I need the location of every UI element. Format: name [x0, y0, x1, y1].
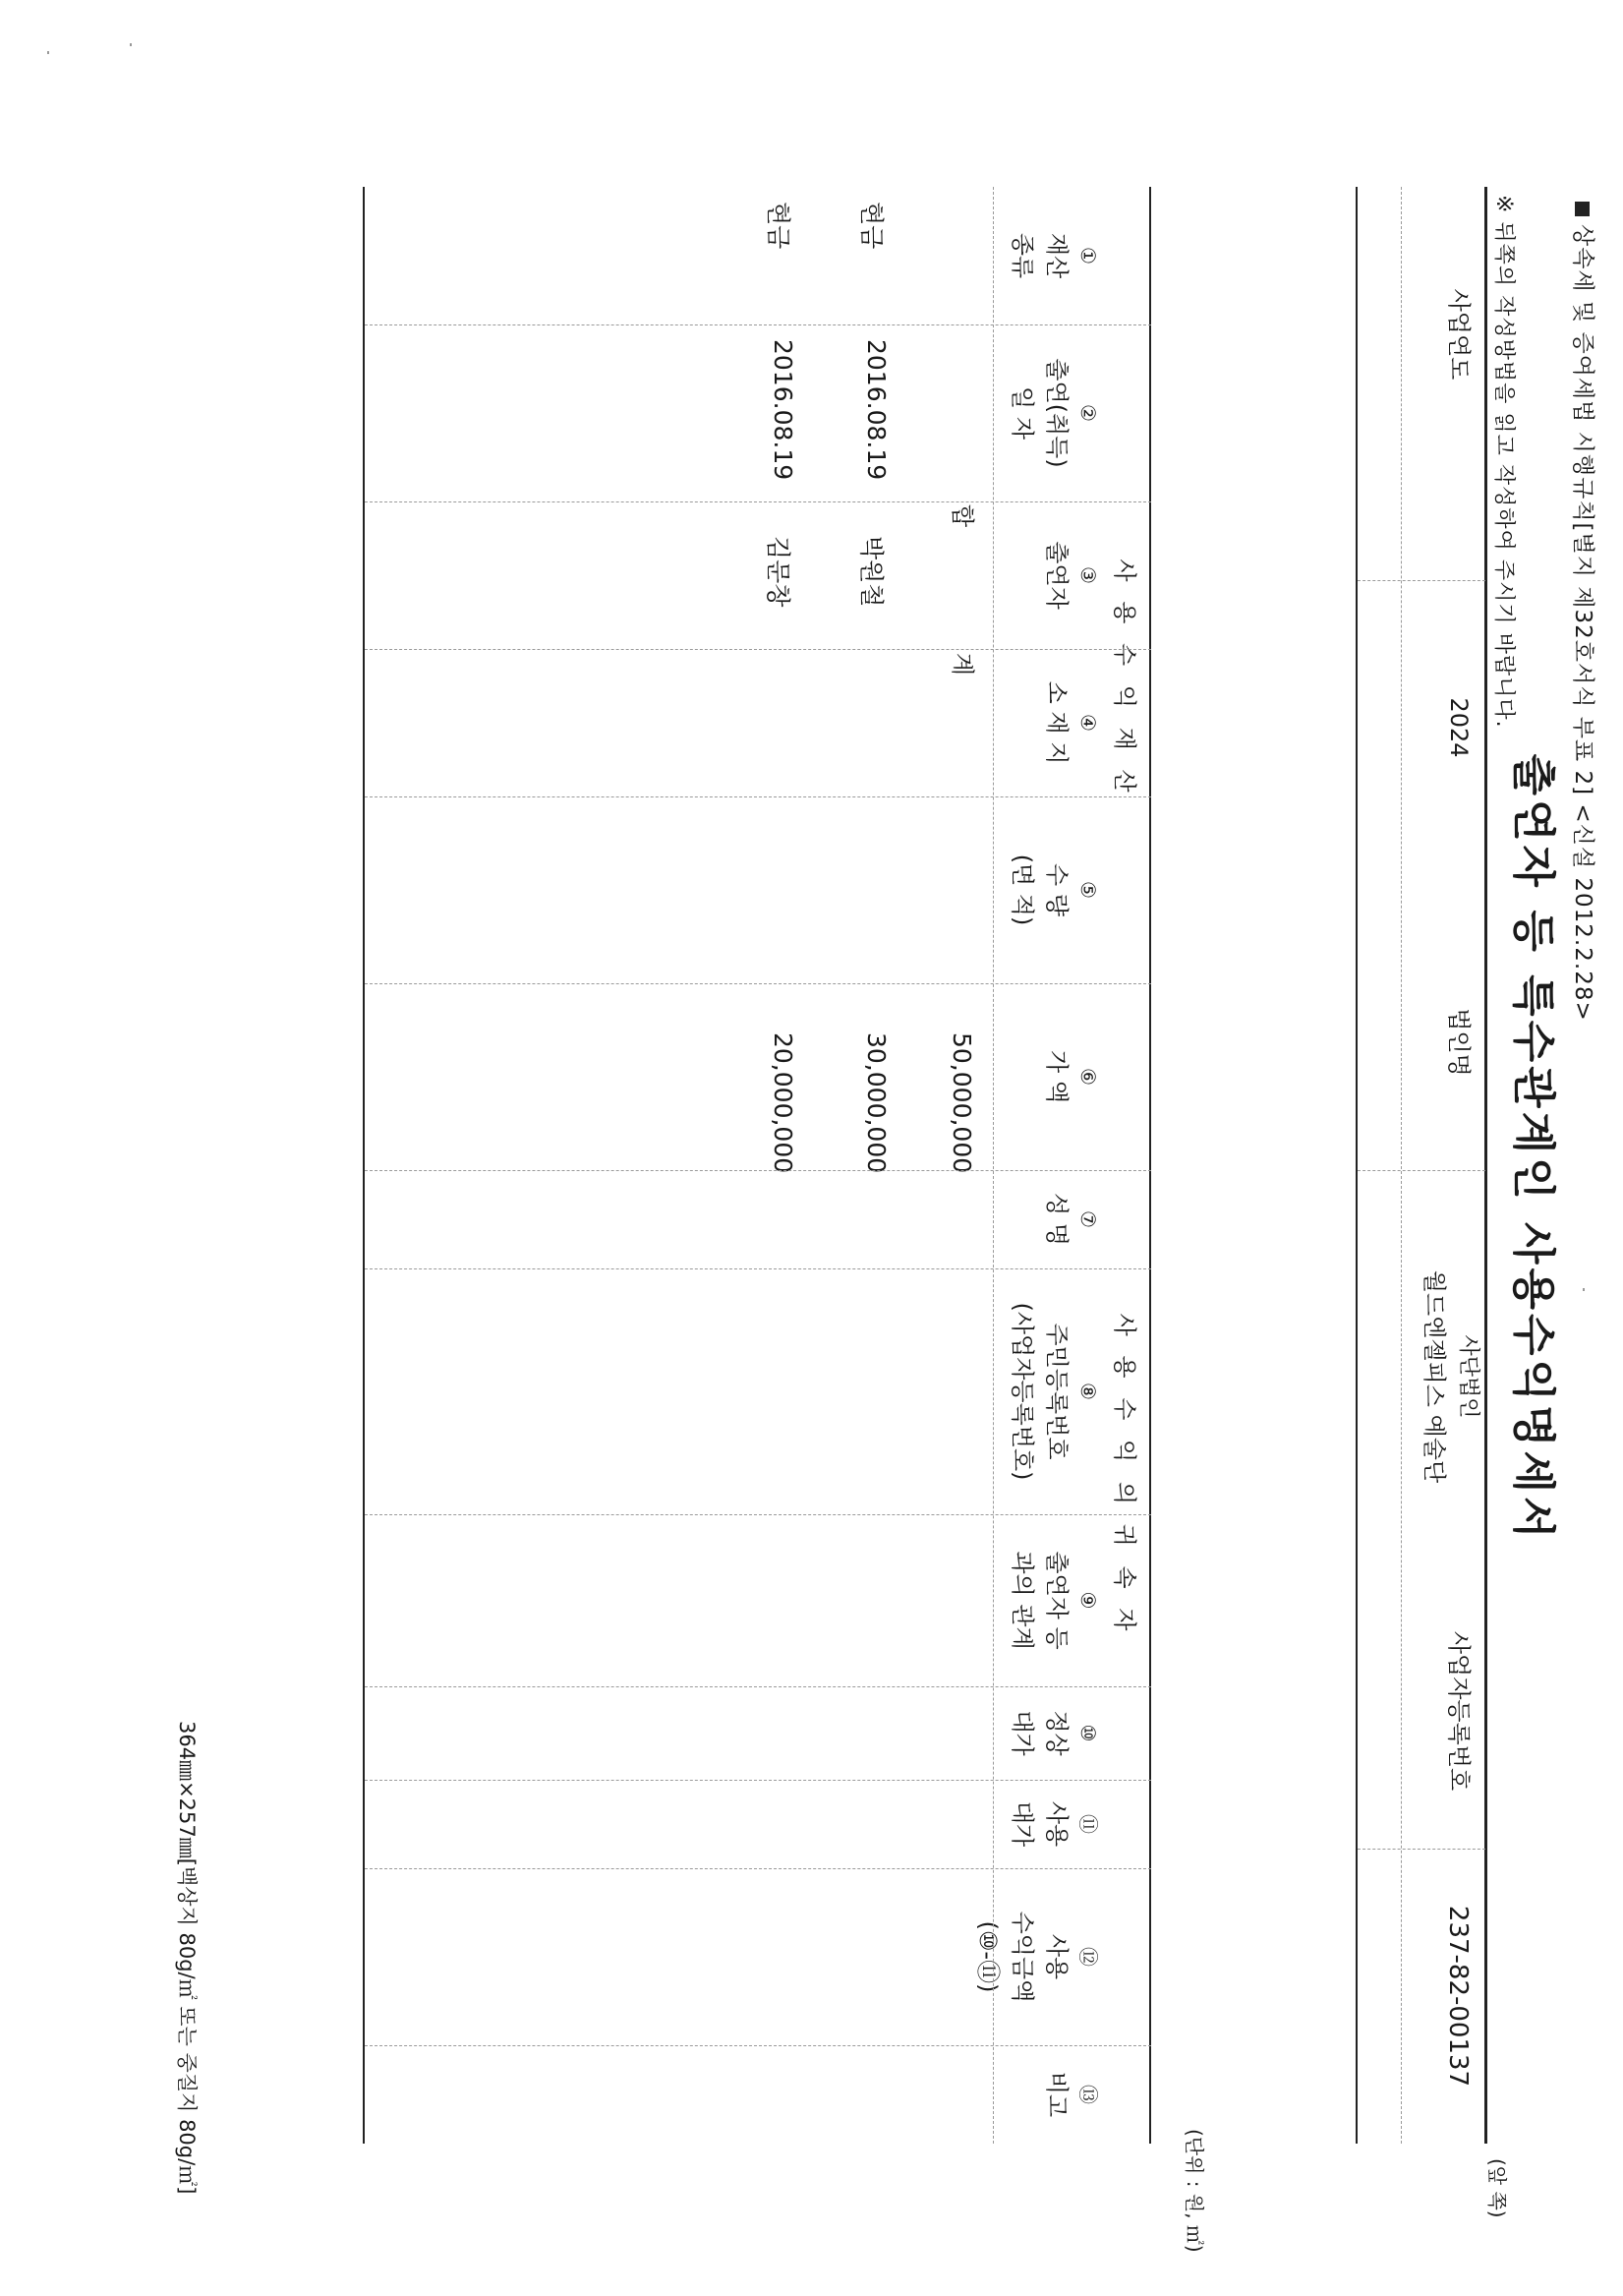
column-number: ①: [1076, 247, 1100, 265]
column-header: [1039, 649, 1102, 796]
corp-name-value: 월드엔젤피스 예술단: [1420, 1269, 1448, 1484]
column-number: ③: [1076, 566, 1100, 584]
year-value: 2024: [1445, 697, 1473, 758]
column-number: ⑪: [1076, 1814, 1100, 1834]
column-label: 사용 수익금액 (⑩-⑪): [974, 1911, 1071, 2003]
column-number: ⑤: [1076, 881, 1100, 899]
column-number: ⑨: [1076, 1591, 1100, 1610]
corp-name-label: 법인명: [1445, 1008, 1473, 1077]
page-side-label: (앞 쪽): [1485, 2158, 1509, 2218]
info-row-bottom: [1356, 187, 1358, 2144]
instruction-note: ※ 뒤쪽의 작성방법을 읽고 작성하여 주시기 바랍니다.: [1491, 195, 1516, 729]
paper-spec-footer: 364㎜×257㎜[백상지 80g/㎡ 또는 중질지 80g/㎡]: [175, 1721, 199, 2195]
regulation-header: [1569, 202, 1601, 1022]
row1-type: 현금: [857, 202, 886, 250]
header-bottom-divider: [993, 187, 994, 2144]
corp-name-prefix: 사단법인: [1456, 1334, 1480, 1419]
column-number: ②: [1076, 404, 1100, 422]
column-number: ⑩: [1076, 1724, 1100, 1742]
col-divider: [365, 1514, 1151, 1515]
biz-no-value: 237-82-00137: [1443, 1905, 1473, 2088]
column-header: [1005, 324, 1102, 501]
column-header: [1005, 1268, 1102, 1514]
total-amount: 50,000,000: [948, 1032, 976, 1174]
info-divider: [1358, 1170, 1485, 1171]
column-label: 출연자: [1043, 541, 1071, 610]
column-header: [1039, 983, 1102, 1170]
info-divider: [1358, 580, 1485, 581]
column-header: [1039, 501, 1102, 649]
column-number: ⑧: [1076, 1383, 1100, 1400]
row2-date: 2016.08.19: [769, 339, 797, 481]
column-header: [1005, 796, 1102, 983]
row2-amount: 20,000,000: [769, 1032, 797, 1174]
column-number: ⑬: [1076, 2085, 1100, 2104]
column-label: 수 량 (면 적): [1009, 854, 1071, 926]
row1-donor: 박원철: [857, 536, 886, 608]
column-number: ⑦: [1076, 1210, 1100, 1228]
col-divider: [365, 501, 1151, 502]
col-divider: [365, 796, 1151, 797]
column-label: 성 명: [1043, 1193, 1071, 1246]
column-label: 출연자 등 과의 관계: [1009, 1551, 1071, 1650]
column-header: [1005, 1514, 1102, 1686]
column-label: 사용 대가: [1009, 1800, 1071, 1848]
col-divider: [365, 1170, 1151, 1171]
biz-no-label: 사업자등록번호: [1445, 1630, 1473, 1792]
col-divider: [365, 983, 1151, 984]
column-header: [1039, 1170, 1102, 1268]
column-number: ⑫: [1076, 1947, 1100, 1967]
row1-date: 2016.08.19: [862, 339, 891, 481]
col-divider: [365, 649, 1151, 650]
row2-donor: 김문창: [764, 536, 792, 608]
col-divider: [365, 1868, 1151, 1869]
info-row-divider: [1401, 187, 1402, 2144]
column-label: 가 액: [1043, 1050, 1071, 1103]
row1-amount: 30,000,000: [862, 1032, 891, 1174]
col-divider: [365, 1780, 1151, 1781]
year-label: 사업연도: [1445, 288, 1473, 381]
group-header-asset: 사 용 수 익 재 산: [1111, 559, 1138, 798]
column-label: 출연(취득) 일 자: [1009, 358, 1071, 468]
table-bottom-border: [363, 187, 365, 2144]
col-divider: [365, 1268, 1151, 1269]
regulation-text: 상속세 및 증여세법 시행규칙[별지 제32호서식 부표 2] <신설 2012.2.28>: [1570, 224, 1595, 1022]
col-divider: [365, 2045, 1151, 2046]
column-label: 정상 대가: [1009, 1710, 1071, 1756]
square-bullet-icon: [1575, 202, 1590, 216]
form-title: 출연자 등 특수관계인 사용수익명세서: [1508, 753, 1558, 1543]
column-header: [1005, 187, 1102, 324]
column-header: [971, 1868, 1102, 2045]
info-divider: [1358, 1849, 1485, 1850]
unit-label: (단위 : 원, ㎡): [1183, 2129, 1206, 2253]
column-label: 소 재 지: [1043, 680, 1071, 765]
col-divider: [365, 1686, 1151, 1687]
total-label: 합 계: [949, 504, 976, 735]
column-label: 주민등록번호 (사업자등록번호): [1009, 1302, 1071, 1481]
col-divider: [365, 324, 1151, 325]
column-header: [1005, 1686, 1102, 1780]
table-top-border: [1149, 187, 1151, 2144]
column-label: 비고: [1043, 2071, 1071, 2118]
column-header: [1039, 2045, 1102, 2144]
row2-type: 현금: [764, 202, 792, 250]
column-number: ⑥: [1076, 1068, 1100, 1086]
group-header-owner: 사 용 수 익 의 귀 속 자: [1111, 1313, 1138, 1637]
column-label: 재산 종류: [1009, 232, 1071, 279]
top-border: [1484, 187, 1487, 2144]
column-header: [1005, 1780, 1102, 1868]
column-number: ④: [1076, 714, 1100, 732]
